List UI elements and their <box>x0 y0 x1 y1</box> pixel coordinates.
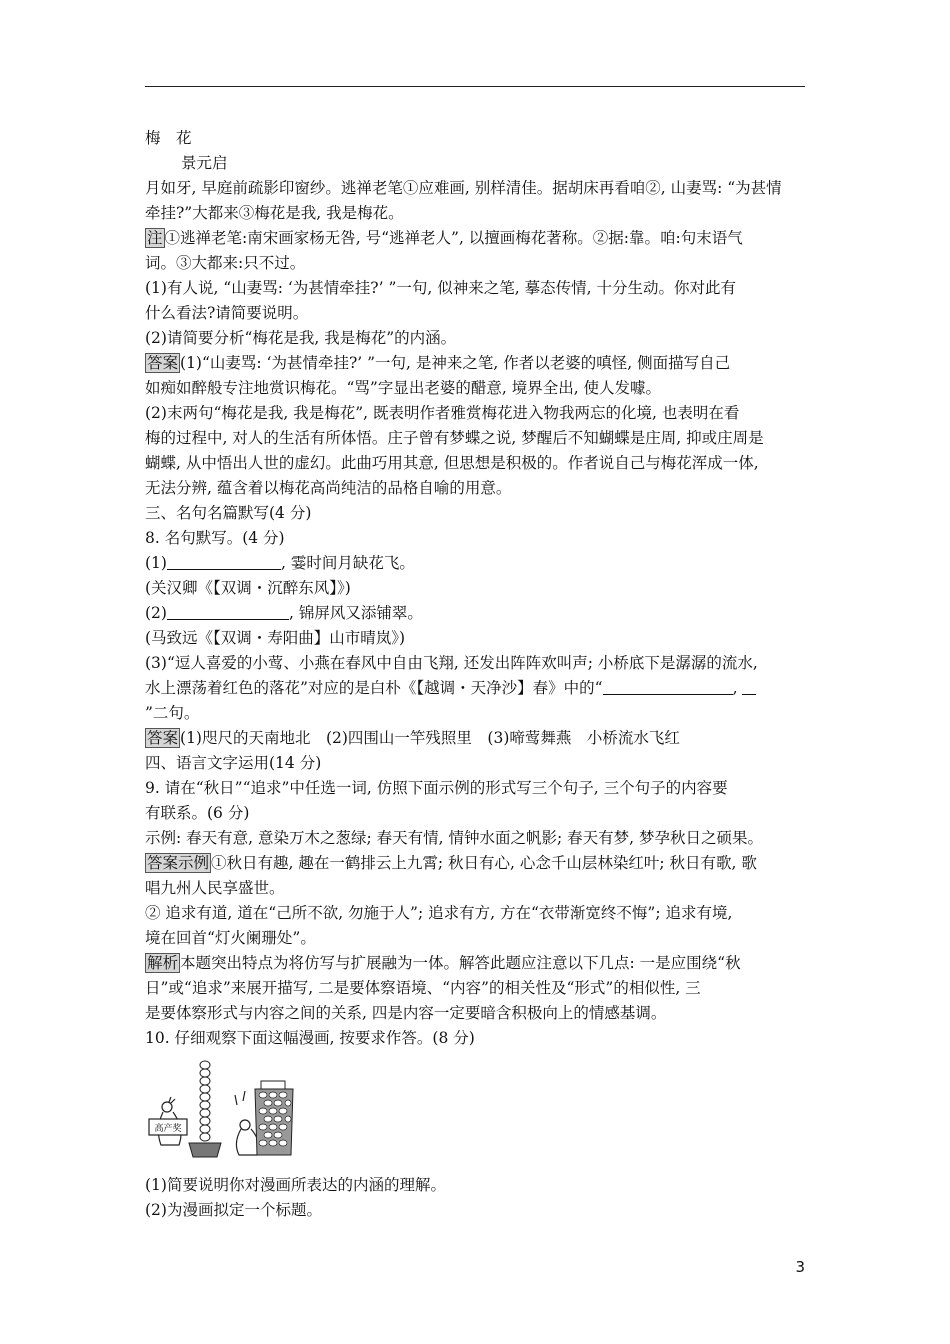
question-line: ”二句。 <box>145 704 200 722</box>
item-number: (1) <box>145 554 167 572</box>
question-line: 9. 请在“秋日”“追求”中任选一词, 仿照下面示例的形式写三个句子, 三个句子的内容要 <box>145 779 728 797</box>
answer-blank <box>167 603 289 620</box>
item-number: (2) <box>145 604 167 622</box>
answer-blank <box>742 678 756 695</box>
answer-line: ② 追求有道, 道在“己所不欲, 勿施于人”; 追求有方, 方在“衣带渐宽终不悔”; 追求有境, <box>145 904 733 922</box>
answer-line: (2)末两句“梅花是我, 我是梅花”, 既表明作者雅赏梅花进入物我两忘的化境, 也表明在看 <box>145 404 740 422</box>
answer-text: (1)“山妻骂: ‘为甚情牵挂?’ ”一句, 是神来之笔, 作者以老婆的嗔怪, 侧面描写自己 <box>180 354 731 372</box>
answer-line <box>145 851 810 876</box>
answer-line <box>145 351 810 376</box>
answer-line: 如痴如醉般专注地赏识梅花。“骂”字显出老婆的醋意, 境界全出, 使人发噱。 <box>145 379 662 397</box>
question-line: 有联系。(6 分) <box>145 804 250 822</box>
separator: , <box>732 679 743 697</box>
analysis-line: 是要体察形式与内容之间的关系, 四是内容一定要暗含积极向上的情感基调。 <box>145 1004 667 1022</box>
answer-text: (1)咫尺的天南地北 (2)四围山一竿残照里 (3)啼莺舞燕 小桥流水飞红 <box>180 729 680 747</box>
analysis-line <box>145 951 810 976</box>
poem-note <box>145 226 810 251</box>
fill-in-line <box>145 676 810 701</box>
poem-note: 词。③大都来:只不过。 <box>145 254 306 272</box>
question-line: (1)有人说, “山妻骂: ‘为甚情牵挂?’ ”一句, 似神来之笔, 摹态传情, 十分生动。你对此有 <box>145 279 736 297</box>
analysis-tag: 解析 <box>147 954 179 972</box>
fill-in-line <box>145 551 810 576</box>
answer-line: 梅的过程中, 对人的生活有所体悟。庄子曾有梦蝶之说, 梦醒后不知蝴蝶是庄周, 抑或庄周是 <box>145 429 764 447</box>
section-heading: 四、语言文字运用(14 分) <box>145 754 322 772</box>
source-line: (马致远《【双调・寿阳曲】山市晴岚》) <box>145 629 406 647</box>
answer-tag: 答案 <box>147 354 179 372</box>
poem-line: 月如牙, 早庭前疏影印窗纱。逃禅老笔①应难画, 别样清佳。据胡床再看咱②, 山妻骂: “为甚情 <box>145 179 782 197</box>
poem-title: 梅 花 <box>145 129 192 147</box>
verse-text: , 锦屏风又添铺翠。 <box>288 604 423 622</box>
analysis-text: 本题突出特点为将仿写与扩展融为一体。解答此题应注意以下几点: 一是应围绕“秋 <box>180 954 741 972</box>
answer-tag: 答案 <box>147 729 179 747</box>
answer-blank <box>167 553 281 570</box>
header-rule <box>145 86 805 87</box>
answer-line: 无法分辨, 蕴含着以梅花高尚纯洁的品格自喻的用意。 <box>145 479 512 497</box>
fill-in-line <box>145 601 810 626</box>
answer-text: ①秋日有趣, 趣在一鹤排云上九霄; 秋日有心, 心念千山层林染红叶; 秋日有歌, 歌 <box>211 854 757 872</box>
question-title: 8. 名句默写。(4 分) <box>145 529 285 547</box>
poem-line: 牵挂?”大都来③梅花是我, 我是梅花。 <box>145 204 404 222</box>
poem-author: 景元启 <box>181 154 228 172</box>
question-line: (1)简要说明你对漫画所表达的内涵的理解。 <box>145 1176 446 1194</box>
question-line: (2)为漫画拟定一个标题。 <box>145 1201 322 1219</box>
question-text: 水上漂荡着红色的落花”对应的是白朴《【越调・天净沙】春》中的“ <box>145 679 603 697</box>
analysis-line: 日”或“追求”来展开描写, 二是要体察语境、“内容”的相关性及“形式”的相似性, 三 <box>145 979 701 997</box>
verse-text: , 霎时间月缺花飞。 <box>280 554 415 572</box>
question-line: 什么看法?请简要说明。 <box>145 304 309 322</box>
question-line: (3)“逗人喜爱的小莺、小燕在春风中自由飞翔, 还发出阵阵欢叫声; 小桥底下是潺潺的流水, <box>145 654 758 672</box>
answer-line: 境在回首“灯火阑珊处”。 <box>145 929 316 947</box>
answer-line: 唱九州人民享盛世。 <box>145 879 285 897</box>
note-text: ①逃禅老笔:南宋画家杨无咎, 号“逃禅老人”, 以擅画梅花著称。②据:靠。咱:句末语气 <box>164 229 743 247</box>
question-line: 示例: 春天有意, 意染万木之葱绿; 春天有情, 情钟水面之帆影; 春天有梦, 梦孕秋日之硕果。 <box>145 829 764 847</box>
answer-example-tag: 答案示例 <box>147 854 210 872</box>
answer-line: 蝴蝶, 从中悟出人世的虚幻。此曲巧用其意, 但思想是积极的。作者说自己与梅花浑成一体, <box>145 454 759 472</box>
answer-line <box>145 726 810 751</box>
question-title: 10. 仔细观察下面这幅漫画, 按要求作答。(8 分) <box>145 1029 475 1047</box>
note-tag: 注 <box>147 229 163 247</box>
cartoon-image <box>145 1059 297 1159</box>
section-heading: 三、名句名篇默写(4 分) <box>145 504 312 522</box>
answer-blank <box>603 678 733 695</box>
page-content <box>145 126 810 1223</box>
cartoon-sign-text: 高产奖 <box>154 1124 182 1134</box>
question-line: (2)请简要分析“梅花是我, 我是梅花”的内涵。 <box>145 329 457 347</box>
page-number: 3 <box>795 1258 805 1276</box>
source-line: (关汉卿《【双调・沉醉东风】》) <box>145 579 351 597</box>
